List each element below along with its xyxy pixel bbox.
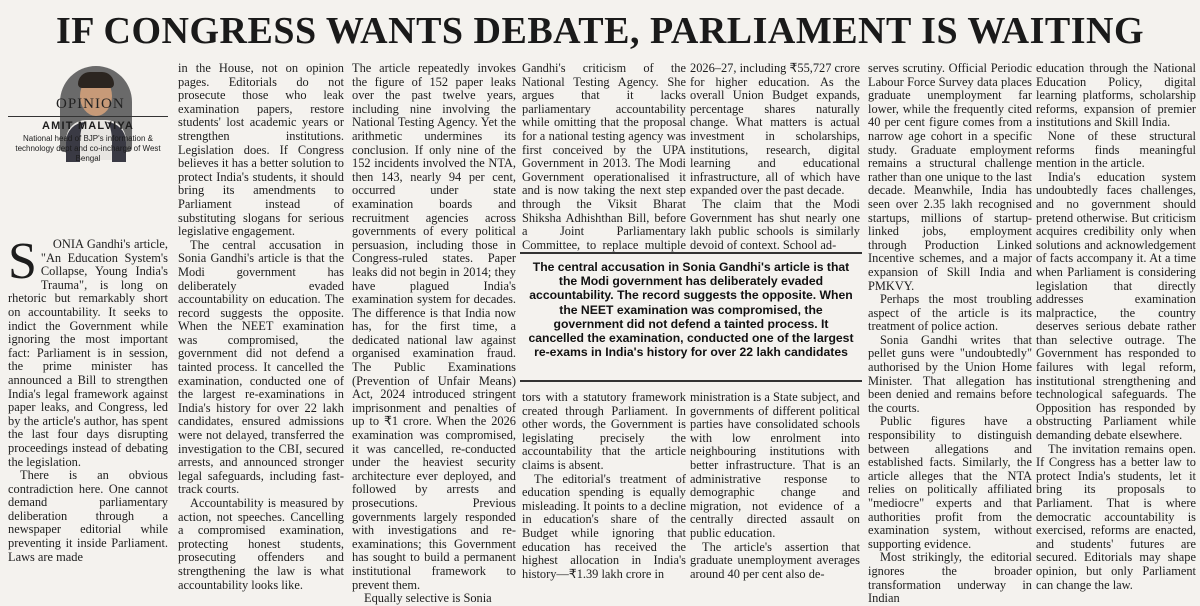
drop-cap: S [8, 233, 37, 290]
paragraph: There is an obvious contradiction here. One cannot demand parliamentary deliberation through a newspaper editorial while preventing it inside Parliament. Laws are made [8, 468, 168, 564]
column-1 [8, 233, 168, 564]
paragraph: Sonia Gandhi writes that pellet guns were "undoubtedly" authorised by the Union Home Minister. That allegation has been denied and remains before the courts. [868, 332, 1032, 415]
column-6 [868, 61, 1032, 606]
paragraph: Public figures have a responsibility to distinguish between allegations and established facts. Similarly, the article alleges that the NTA relies on politically affiliated "mediocre" experts and that authorities profit from the examination system, without supporting evidence. [868, 414, 1032, 551]
column-5-bottom [690, 390, 860, 581]
paragraph: The invitation remains open. If Congress has a better law to protect India's students, let it bring its proposals to Parliament. That is where democratic accountability is exercised, reforms are enacted, and students' futures are secured. Editorials may shape opinion, but only Parliament can change the law. [1036, 441, 1196, 592]
paragraph: Most strikingly, the editorial ignores the broader transformation underway in Indian [868, 550, 1032, 606]
headline: IF CONGRESS WANTS DEBATE, PARLIAMENT IS WAITING [55, 10, 1145, 52]
paragraph: Gandhi's criticism of the National Testing Agency. She argues that it lacks parliamentary accountability while omitting that the proposal for a national testing agency was first conceived by the UPA Government in 2013. The Modi Government operationalised it and is now taking the next step through the Viksit Bharat Shiksha Adhishthan Bill, before a Joint Parliamentary Committee, to replace multiple [522, 61, 686, 252]
paragraph: India's education system undoubtedly faces challenges, and no government should pretend otherwise. But criticism acquires credibility only when solutions and acknowledgement of facts accompany it. At a time when Parliament is considering legislation that directly addresses examination malpractice, the country deserves serious debate rather than selective outrage. The Government has responded to failures with legal reform, institutional strengthening and technological safeguards. The Opposition has responded by obstructing Parliament while demanding debate elsewhere. [1036, 169, 1196, 443]
column-4-bottom [522, 390, 686, 581]
paragraph: Accountability is measured by action, not speeches. Cancelling a compromised examination, protecting honest students, prosecuting offenders and strengthening the law is what accountability looks like. [178, 496, 344, 592]
pull-quote: The central accusation in Sonia Gandhi's article is that the Modi government has deliberately evaded accountability. The record suggests the opposite. When the NEET examination was compromised, the government did not defend a tainted process. It cancelled the examination, conducted one of the largest re-exams in India's history for over 22 lakh candidates [520, 252, 862, 382]
paragraph: The claim that the Modi Government has shut nearly one lakh public schools is similarly devoid of context. School ad- [690, 196, 860, 252]
author-description: National head of BJP's information & technology dept and co-incharge of West Bengal [15, 134, 161, 163]
column-5-top [690, 62, 860, 250]
paragraph: 2026–27, including ₹55,727 crore for higher education. As the overall Union Budget expands, percentage shares naturally change. What matters is actual investment in scholarships, institutions, research, digital learning and educational infrastructure, all of which have expanded over the past decade. [690, 61, 860, 198]
column-3 [352, 61, 516, 606]
section-label: OPINION [56, 96, 125, 112]
column-4-top [522, 62, 686, 250]
paragraph: The article's assertion that graduate unemployment averages around 40 per cent also de- [690, 539, 860, 581]
paragraph: The central accusation in Sonia Gandhi's article is that the Modi government has deliberately evaded accountability on education. The record suggests the opposite. When the NEET examination was compromised, the government did not defend a tainted process. It cancelled the examination, conducted one of the largest re-examinations in India's history for over 22 lakh candidates, ensured admissions were not delayed, transferred the investigation to the CBI, secured arrests, and announced stronger legal safeguards, including fast-track courts. [178, 237, 344, 497]
paragraph: tors with a statutory framework created through Parliament. In other words, the Government is legislating precisely the accountability that the article claims is absent. [522, 390, 686, 472]
paragraph: The article repeatedly invokes the figure of 152 paper leaks over the past twelve years, including nine involving the National Testing Agency. Yet the arithmetic undermines its conclusion. If only nine of the 152 incidents involved the NTA, then 143, nearly 94 per cent, occurred under state examination boards and recruitment agencies across governments of every political persuasion, including those in Congress-ruled states. Paper leaks did not begin in 2014; they have plagued India's examination system for decades. The difference is that India now has, for the first time, a dedicated national law against organised examination fraud. The Public Examinations (Prevention of Unfair Means) Act, 2024 introduced stringent imprisonment and penalties of up to ₹1 crore. When the 2026 examination was compromised, it was cancelled, re-conducted under the heaviest security architecture ever deployed, and followed by arrests and prosecutions. Previous governments largely responded with investigations and re-examinations; this Government has sought to build a permanent institutional framework to prevent them. [352, 61, 516, 592]
paragraph: The editorial's treatment of education spending is equally misleading. It points to a decline in education's share of the Budget while ignoring that education has received the highest allocation in India's history—₹1.39 lakh crore in [522, 471, 686, 581]
author-name: AMIT MALVIYA [41, 120, 134, 132]
paragraph: Equally selective is Sonia [364, 591, 492, 606]
column-2 [178, 61, 344, 592]
paragraph: serves scrutiny. Official Periodic Labour Force Survey data places graduate unemployment far lower, while the frequently cited 40 per cent figure comes from a narrow age cohort in a specific study. Graduate employment remains a structural challenge rather than one unique to the last decade. Meanwhile, India has seen over 2.35 lakh recognised startups, millions of startup-linked jobs, employment through Production Linked Incentive schemes, and a major expansion of Skill India and PMKVY. [868, 61, 1032, 293]
paragraph: in the House, not on opinion pages. Editorials do not prosecute those who leak examination papers, restore students' lost academic years or strengthen institutions. Legislation does. If Congress believes it has a better solution to protect India's students, it should bring its amendments to Parliament instead of substituting slogans for serious legislative engagement. [178, 61, 344, 239]
paragraph: ministration is a State subject, and governments of different political parties have consolidated schools with low enrolment into neighbouring institutions with better infrastructure. That is an administrative response to demographic change and migration, not evidence of a centrally directed assault on public education. [690, 390, 860, 540]
paragraph: ONIA Gandhi's article, "An Education System's Collapse, Young India's Trauma", is long on rhetoric but remarkably short on accountability. It seeks to indict the Government while ignoring the most important fact: Parliament is in session, the prime minister has announced a Bill to strengthen India's legal framework against paper leaks, and Congress, led by the article's author, has spent the last four days disrupting proceedings instead of debating the legislation. [8, 237, 168, 469]
paragraph: None of these structural reforms finds meaningful mention in the article. [1036, 128, 1196, 171]
divider [8, 116, 168, 117]
paragraph: Perhaps the most troubling aspect of the article is its treatment of police action. [868, 292, 1032, 334]
column-7 [1036, 61, 1196, 592]
paragraph: education through the National Education Policy, digital learning platforms, scholarship reforms, expansion of premier institutions and Skill India. [1036, 61, 1196, 130]
